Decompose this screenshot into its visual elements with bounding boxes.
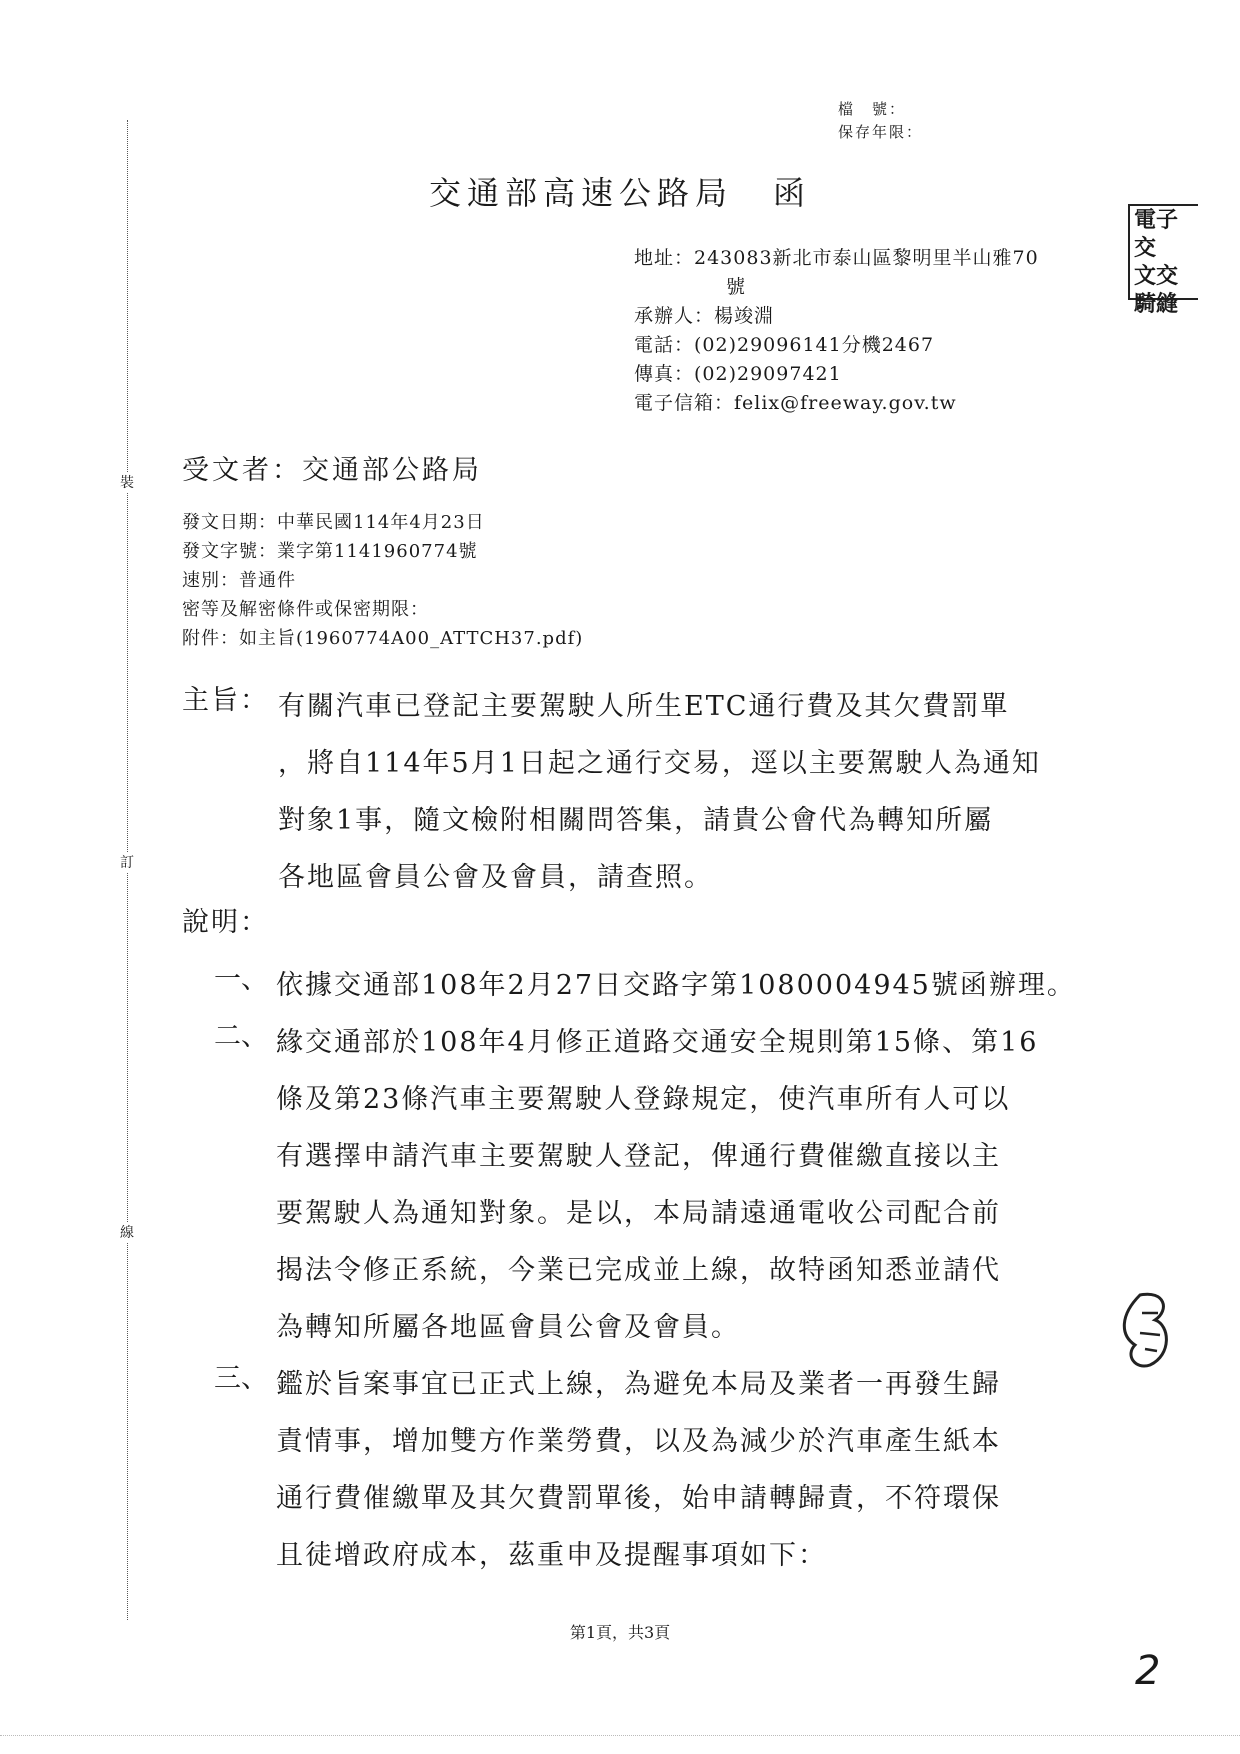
- handwritten-page-number: 2: [1135, 1648, 1161, 1694]
- item-line: 鑑於旨案事宜已正式上線，為避免本局及業者一再發生歸: [276, 1369, 1001, 1400]
- secrecy-level: 密等及解密條件或保密期限：: [182, 599, 429, 620]
- explanation-item-1: [276, 957, 1076, 1014]
- stamp-line: 電子交: [1134, 207, 1179, 261]
- subject-label: 主旨：: [182, 685, 269, 716]
- item-line: 要駕駛人為通知對象。是以，本局請遠通電收公司配合前: [276, 1198, 1001, 1229]
- file-info: [838, 98, 923, 144]
- explanation-label: 說明：: [182, 907, 269, 938]
- item-number: 一、: [214, 964, 268, 995]
- explanation-item-2: [276, 1014, 1076, 1356]
- dispatch-meta: [182, 508, 583, 653]
- item-line: 依據交通部108年2月27日交路字第1080004945號函辦理。: [276, 970, 1076, 1001]
- subject-line: ，將自114年5月1日起之通行交易，逕以主要駕駛人為通知: [278, 748, 1041, 779]
- binding-mark-zhuang: 裝: [120, 472, 134, 492]
- handwritten-seal-mark: [1110, 1285, 1190, 1375]
- address-continued: 號: [726, 276, 747, 298]
- issuing-organization: 交通部高速公路局: [428, 174, 733, 212]
- document-type: 函: [773, 174, 812, 212]
- subject-line: 對象1事，隨文檢附相關問答集，請貴公會代為轉知所屬: [278, 805, 994, 836]
- recipient: 受文者：交通部公路局: [182, 455, 482, 486]
- item-line: 通行費催繳單及其欠費罰單後，始申請轉歸責，不符環保: [276, 1483, 1001, 1514]
- item-line: 為轉知所屬各地區會員公會及會員。: [276, 1312, 740, 1343]
- speed-category: 速別：普通件: [182, 570, 296, 591]
- item-line: 且徒增政府成本，茲重申及提醒事項如下：: [276, 1540, 827, 1571]
- stamp-line: 文交: [1134, 263, 1179, 289]
- subject-text: [278, 678, 1098, 906]
- contact-block: [634, 244, 1104, 418]
- subject-line: 有關汽車已登記主要駕駛人所生ETC通行費及其欠費罰單: [278, 691, 1010, 722]
- retention-period: 保存年限：: [838, 123, 924, 141]
- dispatch-date: 發文日期：中華民國114年4月23日: [182, 512, 485, 533]
- dispatch-number: 發文字號：業字第1141960774號: [182, 541, 478, 562]
- fax: 傳真：(02)29097421: [634, 363, 842, 385]
- address: 地址：243083新北市泰山區黎明里半山雅70: [634, 247, 1039, 269]
- handler: 承辦人：楊竣淵: [634, 305, 775, 327]
- subject-line: 各地區會員公會及會員，請查照。: [278, 862, 713, 893]
- item-line: 責情事，增加雙方作業勞費，以及為減少於汽車產生紙本: [276, 1426, 1001, 1457]
- attachment: 附件：如主旨(1960774A00_ATTCH37.pdf): [182, 628, 584, 649]
- item-number: 三、: [214, 1363, 268, 1394]
- binding-mark-ding: 訂: [120, 852, 134, 872]
- item-line: 緣交通部於108年4月修正道路交通安全規則第15條、第16: [276, 1027, 1039, 1058]
- document-title: [0, 168, 1240, 214]
- electronic-exchange-stamp: [1128, 204, 1198, 317]
- file-number: 檔 號：: [838, 100, 907, 118]
- stamp-line: 騎縫: [1134, 291, 1179, 317]
- scan-edge-line: [0, 1735, 1240, 1736]
- item-number: 二、: [214, 1021, 268, 1052]
- item-line: 有選擇申請汽車主要駕駛人登記，俾通行費催繳直接以主: [276, 1141, 1001, 1172]
- email: 電子信箱：felix@freeway.gov.tw: [634, 392, 957, 414]
- binding-mark-xian: 線: [120, 1222, 134, 1242]
- explanation-item-3: [276, 1356, 1076, 1584]
- page-footer: 第1頁，共3頁: [569, 1623, 671, 1642]
- item-line: 條及第23條汽車主要駕駛人登錄規定，使汽車所有人可以: [276, 1084, 1011, 1115]
- item-line: 揭法令修正系統，今業已完成並上線，故特函知悉並請代: [276, 1255, 1001, 1286]
- phone: 電話：(02)29096141分機2467: [634, 334, 935, 356]
